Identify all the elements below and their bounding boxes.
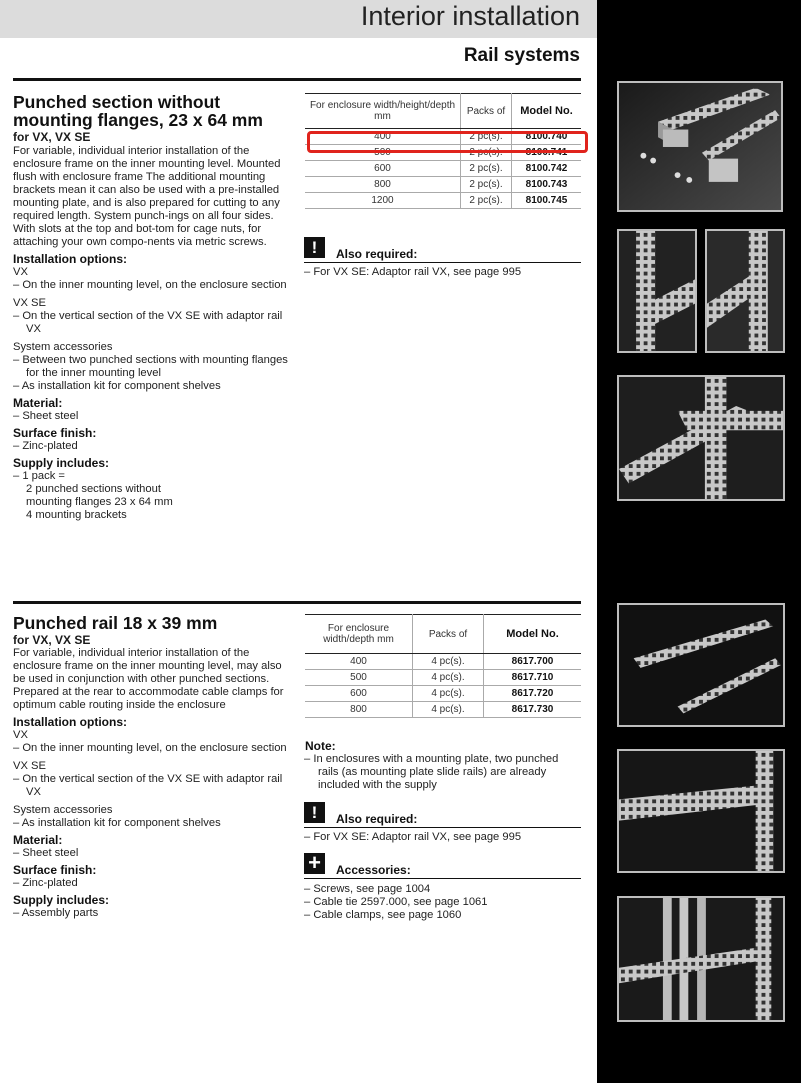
section1-vx-option: – On the inner mounting level, on the enclosure section	[13, 279, 287, 291]
cell-model: 8100.741	[512, 145, 582, 161]
cell-size: 600	[305, 161, 461, 177]
section2-accessories-1: – Screws, see page 1004	[304, 883, 431, 895]
product-photo-rail-installed	[617, 749, 785, 873]
section1-also-required-label: Also required:	[336, 247, 418, 261]
section2-description: For variable, individual interior installation of the enclosure frame on the inner mounting level, may also be used in conjunction with other punched sections. Prepared at the rear to accommodate cable clamps for optimum cable routing inside the enclosure	[13, 647, 284, 711]
cell-size: 800	[305, 177, 461, 193]
cell-size: 1200	[305, 193, 461, 209]
section2-body	[13, 647, 288, 920]
section1-sys-acc-2: – As installation kit for component shelves	[13, 380, 221, 392]
section1-also-required-body	[304, 266, 581, 279]
section2-accessories-3: – Cable clamps, see page 1060	[304, 909, 462, 921]
cell-model: 8100.742	[512, 161, 582, 177]
product-photo-mount-1	[617, 229, 697, 353]
section2-sys-acc-label: System accessories	[13, 804, 113, 816]
section1-vxse-option: – On the vertical section of the VX SE with adaptor rail VX	[13, 310, 283, 335]
page-subtitle: Rail systems	[463, 45, 580, 66]
section2-accessories-body	[304, 883, 581, 922]
product-photo-punched-rails	[617, 603, 785, 727]
section1-supply-1: – 1 pack =	[13, 470, 65, 482]
section2-note-body	[304, 753, 581, 792]
plus-icon: +	[304, 853, 325, 874]
section2-for: for VX, VX SE	[13, 633, 91, 647]
table-row	[305, 177, 581, 193]
table-header-model: Model No.	[512, 94, 582, 129]
section1-title: Punched section without mounting flanges, 23 x 64 mm	[13, 92, 263, 130]
cell-packs: 4 pc(s).	[413, 670, 484, 686]
table-row	[305, 654, 581, 670]
section1-surface: – Zinc-plated	[13, 440, 78, 452]
section1-also-required-header	[304, 237, 581, 263]
section1-material-heading: Material:	[13, 396, 63, 410]
cell-model: 8100.743	[512, 177, 582, 193]
section2-accessories-2: – Cable tie 2597.000, see page 1061	[304, 896, 488, 908]
table-row	[305, 702, 581, 718]
section2-also-required-1: – For VX SE: Adaptor rail VX, see page 995	[304, 831, 522, 843]
section2-vxse-label: VX SE	[13, 760, 46, 772]
cell-model: 8617.710	[484, 670, 582, 686]
product-photo-frame-joint	[617, 375, 785, 501]
section2-accessories-header	[304, 850, 581, 879]
section2-vx-option: – On the inner mounting level, on the enclosure section	[13, 742, 287, 754]
section1-for: for VX, VX SE	[13, 130, 91, 144]
section1-supply-4: 4 mounting brackets	[26, 509, 127, 521]
section2-note-label: Note:	[305, 739, 336, 753]
table-row	[305, 161, 581, 177]
page-title: Interior installation	[360, 1, 580, 31]
section2-material-heading: Material:	[13, 833, 63, 847]
cell-model: 8617.720	[484, 686, 582, 702]
section1-supply-3: mounting flanges 23 x 64 mm	[26, 496, 173, 508]
section2-supply-heading: Supply includes:	[13, 893, 110, 907]
section2-accessories-label: Accessories:	[336, 863, 411, 877]
section1-vxse-label: VX SE	[13, 297, 46, 309]
cell-size: 800	[305, 702, 413, 718]
section2-material: – Sheet steel	[13, 847, 79, 859]
section2-title: Punched rail 18 x 39 mm	[13, 613, 218, 633]
cell-size: 400	[305, 654, 413, 670]
section2-vxse-option: – On the vertical section of the VX SE with adaptor rail VX	[13, 773, 283, 798]
table-header-size: For enclosure width/height/depth mm	[305, 94, 461, 129]
cell-size: 500	[305, 670, 413, 686]
cell-packs: 2 pc(s).	[461, 193, 512, 209]
section2-sys-acc-1: – As installation kit for component shelves	[13, 817, 221, 829]
exclamation-icon: !	[304, 237, 325, 258]
highlight-box	[307, 131, 588, 153]
table-row	[305, 193, 581, 209]
section2-also-required-body	[304, 831, 581, 844]
cell-packs: 2 pc(s).	[461, 145, 512, 161]
section1-surface-heading: Surface finish:	[13, 426, 97, 440]
table-row	[305, 686, 581, 702]
section1-sys-acc-1: – Between two punched sections with mounting flanges for the inner mounting level	[13, 354, 288, 379]
section2-also-required-header	[304, 802, 581, 828]
section2-note-1: – In enclosures with a mounting plate, two punched rails (as mounting plate slide rails) are already included with the supply	[304, 753, 559, 791]
section1-description: For variable, individual interior installation of the enclosure frame on the inner mounting level. Mounted flush with enclosure frame The additional mounting brackets mean it can also be used with a pre-installed mounting plate, and is also prepared for cutting to any required length. System punch-ings on all four sides. With slots at the top and bot-tom for cage nuts, for attaching your own compo-nents via metric screws.	[13, 145, 281, 248]
table-row	[305, 670, 581, 686]
cell-packs: 4 pc(s).	[413, 702, 484, 718]
section2-surface-heading: Surface finish:	[13, 863, 97, 877]
section1-supply-heading: Supply includes:	[13, 456, 110, 470]
table-header-size: For enclosure width/depth mm	[305, 615, 413, 654]
cell-packs: 2 pc(s).	[461, 177, 512, 193]
section2-also-required-label: Also required:	[336, 812, 418, 826]
section2-supply-1: – Assembly parts	[13, 907, 99, 919]
section1-supply-2: 2 punched sections without	[26, 483, 161, 495]
section2-surface: – Zinc-plated	[13, 877, 78, 889]
cell-packs: 2 pc(s).	[461, 161, 512, 177]
cell-model: 8617.700	[484, 654, 582, 670]
cell-size: 600	[305, 686, 413, 702]
section1-material: – Sheet steel	[13, 410, 79, 422]
cell-model: 8100.745	[512, 193, 582, 209]
cell-packs: 4 pc(s).	[413, 654, 484, 670]
section2-vx-label: VX	[13, 729, 28, 741]
cell-packs: 4 pc(s).	[413, 686, 484, 702]
section1-installation-heading: Installation options:	[13, 252, 127, 266]
table-header-model: Model No.	[484, 615, 582, 654]
section-rule-top	[13, 78, 581, 81]
cell-size: 400	[305, 129, 461, 145]
section2-installation-heading: Installation options:	[13, 715, 127, 729]
table-header-packs: Packs of	[413, 615, 484, 654]
cell-model: 8617.730	[484, 702, 582, 718]
exclamation-icon: !	[304, 802, 325, 823]
product-photo-cable-clamps	[617, 896, 785, 1022]
cell-size: 500	[305, 145, 461, 161]
table-header-packs: Packs of	[461, 94, 512, 129]
section-rule-middle	[13, 601, 581, 604]
section1-body	[13, 145, 288, 522]
section1-sys-acc-label: System accessories	[13, 341, 113, 353]
section1-vx-label: VX	[13, 266, 28, 278]
section2-model-table	[305, 614, 581, 718]
cell-packs: 2 pc(s).	[461, 129, 512, 145]
product-photo-punched-sections	[617, 81, 783, 212]
product-photo-mount-2	[705, 229, 785, 353]
cell-model: 8100.740	[512, 129, 582, 145]
section1-also-required-1: – For VX SE: Adaptor rail VX, see page 995	[304, 266, 522, 278]
